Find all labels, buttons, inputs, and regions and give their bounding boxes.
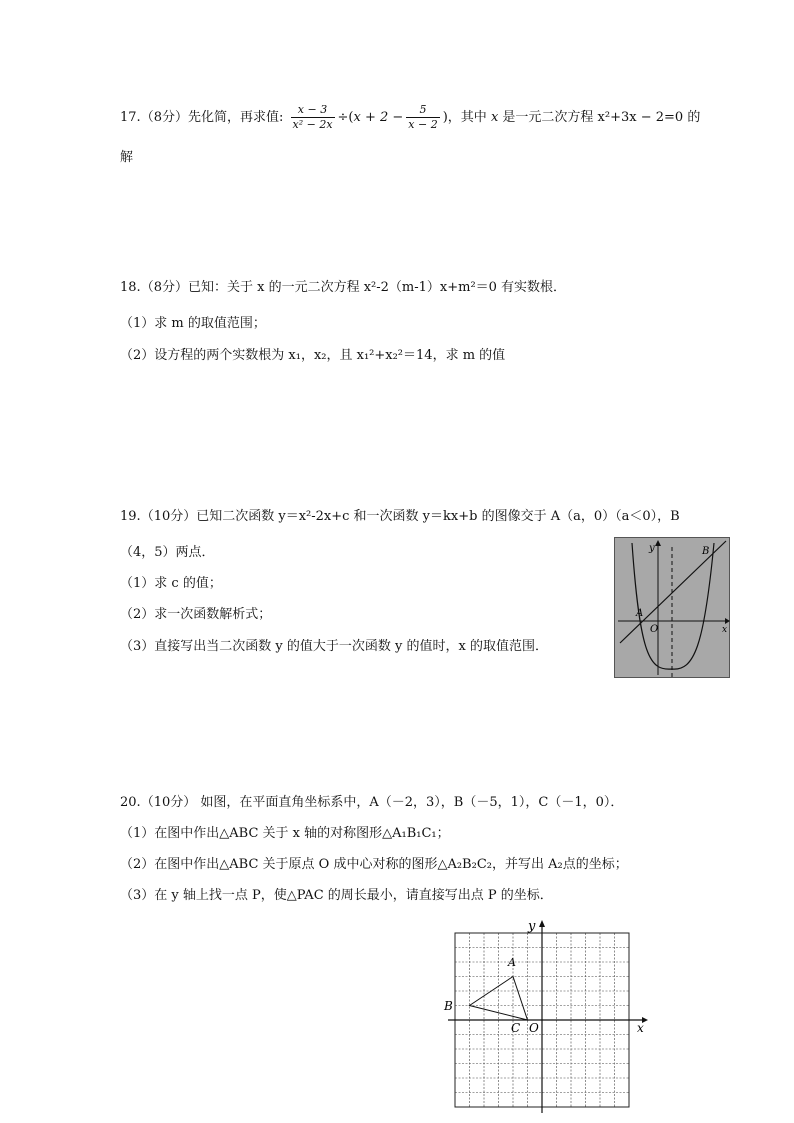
q20-label-A: A bbox=[508, 956, 516, 969]
q17-prompt: 先化简，再求值: bbox=[187, 110, 284, 125]
q19-text: 已知二次函数 y＝x²-2x+c 和一次函数 y＝kx+b 的图像交于 A（a，0）（a＜0），B bbox=[196, 509, 680, 524]
q18-number: 18. bbox=[120, 280, 141, 295]
q18-part-1: （1）求 m 的取值范围； bbox=[120, 316, 266, 331]
q17-fraction-2: $\frac{5}{x - 2}$ bbox=[408, 103, 438, 131]
q17-number: 17. bbox=[120, 110, 141, 125]
q19-label-x: x bbox=[722, 625, 728, 635]
q17-close: )，其中 bbox=[442, 110, 487, 125]
q18-line1 bbox=[120, 276, 566, 295]
q19-label-y: y bbox=[649, 543, 655, 554]
q17-fraction-1: $\frac{x - 3}{\text{x² − 2x}}$ bbox=[292, 103, 333, 131]
q18-part-2: （2）设方程的两个实数根为 x₁，x₂，且 x₁²+x₂²＝14，求 m 的值 bbox=[120, 348, 506, 363]
q19-part-3: （3）直接写出当二次函数 y 的值大于一次函数 y 的值时，x 的取值范围． bbox=[120, 639, 548, 654]
q20-part-2: （2）在图中作出△ABC 关于原点 O 成中心对称的图形△A₂B₂C₂，并写出 A₂点的坐标； bbox=[120, 857, 628, 872]
q20-part-1: （1）在图中作出△ABC 关于 x 轴的对称图形△A₁B₁C₁； bbox=[120, 826, 450, 841]
q19-part-2: （2）求一次函数解析式； bbox=[120, 607, 272, 622]
q17-score: （8分） bbox=[140, 110, 188, 125]
q17-div: ÷( bbox=[337, 110, 354, 125]
q19-line2: （4，5）两点． bbox=[120, 545, 215, 560]
q17-tail2: 解 bbox=[120, 150, 134, 165]
q20-label-C: C bbox=[511, 1021, 521, 1035]
q17-mid: x + 2 − bbox=[353, 110, 404, 125]
q19-score: （10分） bbox=[140, 509, 197, 524]
q20-label-x: x bbox=[637, 1021, 644, 1035]
q20-y-arrow-icon bbox=[539, 920, 545, 927]
q19-label-B: B bbox=[702, 546, 710, 557]
q20-text: 如图，在平面直角坐标系中，A（－2，3），B（－5，1），C（－1，0）． bbox=[200, 795, 624, 810]
q19-label-A: A bbox=[636, 608, 644, 619]
q19-function-graph bbox=[614, 537, 730, 678]
q20-label-y: y bbox=[528, 919, 536, 934]
q19-label-O: O bbox=[650, 624, 659, 635]
q20-score: （10分） bbox=[140, 795, 197, 810]
q18-text: 已知：关于 x 的一元二次方程 x²-2（m-1）x+m²＝0 有实数根． bbox=[187, 280, 567, 295]
q20-label-B: B bbox=[444, 999, 453, 1013]
q20-number: 20. bbox=[120, 795, 141, 810]
q20-line1 bbox=[120, 791, 623, 810]
q19-number: 19. bbox=[120, 509, 141, 524]
q17-tail: 是一元二次方程 x²+3x − 2=0 的 bbox=[502, 110, 701, 125]
q20-coordinate-grid bbox=[438, 918, 650, 1118]
q20-label-O: O bbox=[529, 1021, 539, 1035]
q19-part-1: （1）求 c 的值； bbox=[120, 576, 222, 591]
q20-part-3: （3）在 y 轴上找一点 P，使△PAC 的周长最小，请直接写出点 P 的坐标． bbox=[120, 888, 553, 903]
q17-x: x bbox=[490, 110, 499, 125]
q17-line1 bbox=[120, 103, 700, 133]
q18-score: （8分） bbox=[140, 280, 188, 295]
q19-line1 bbox=[120, 505, 680, 524]
